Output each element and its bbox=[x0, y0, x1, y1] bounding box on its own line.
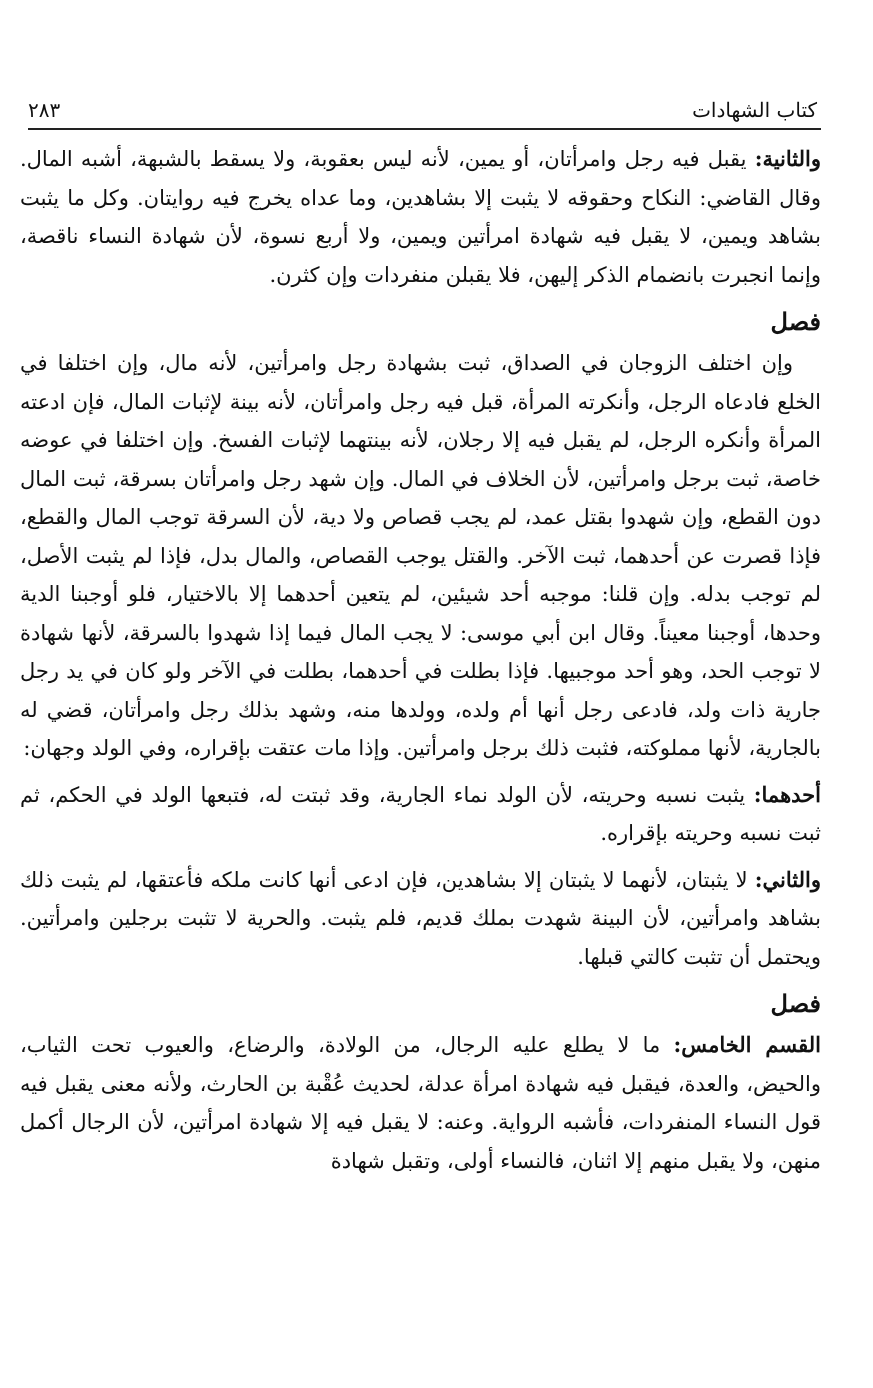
paragraph-text: وإن اختلف الزوجان في الصداق، ثبت بشهادة رجل وامرأتين، لأنه مال، وإن اختلفا في الخلع فادعاه الرجل، وأنكرته المرأة، قبل فيه رجل وامرأتان، لأنه بينة لإثبات المال، فإن ادعته المرأة وأنكره الرجل، لم يقبل فيه إلا رجلان، لأنه بينتهما لإثبات الفسخ. وإن اختلفا في عوضه خاصة، ثبت برجل وامرأتين، لأن الخلاف في المال. وإن شهد رجل وامرأتان بسرقة، ثبت المال دون القطع، وإن شهدوا بقتل عمد، لم يجب قصاص ولا دية، لأن السرقة توجب المال والقطع، فإذا قصرت عن أحدهما، ثبت الآخر. والقتل يوجب القصاص، والمال بدل، فإذا لم يثبت الأصل، لم توجب بدله. وإن قلنا: موجبه أحد شيئين، لم يتعين أحدهما إلا بالاختيار، فلو أوجبنا الدية وحدها، أوجبنا معيناً. وقال ابن أبي موسى: لا يجب المال فيما إذا شهدوا بالسرقة، لأنها شهادة لا توجب الحد، وهو أحد موجبيها. فإذا بطلت في أحدهما، بطلت في الآخر ولو كان في يد رجل جارية ذات ولد، فادعى رجل أنها أم ولده، وولدها منه، وشهد بذلك رجل وامرأتان، قضي له بالجارية، لأنها مملوكته، فثبت ذلك برجل وامرأتين. وإذا مات عتقت بإقراره، وفي الولد وجهان: bbox=[20, 351, 821, 760]
paragraph-first-view bbox=[20, 776, 821, 853]
paragraph-lead: والثانية: bbox=[754, 146, 821, 171]
paragraph-text: يقبل فيه رجل وامرأتان، أو يمين، لأنه ليس بعقوبة، ولا يسقط بالشبهة، أشبه المال. وقال القاضي: النكاح وحقوقه لا يثبت إلا بشاهدين، وما عداه يخرج فيه روايتان. وكل ما يثبت بشاهد ويمين، لا يقبل فيه شهادة امرأتين ويمين، ولا أربع نسوة، لأن شهادة النساء ناقصة، وإنما انجبرت بانضمام الذكر إليهن، فلا يقبلن منفردات وإن كثرن. bbox=[20, 147, 821, 287]
page-body bbox=[20, 140, 821, 1180]
page-number: ٢٨٣ bbox=[28, 98, 61, 122]
paragraph-text: لا يثبتان، لأنهما لا يثبتان إلا بشاهدين، فإن ادعى أنها كانت ملكه فأعتقها، لم يثبت ذلك بشاهد وامرأتين، لأن البينة شهدت بملك قديم، فلم يثبت. والحرية لا تثبت برجلين وامرأتين. ويحتمل أن تثبت كالتي قبلها. bbox=[20, 867, 821, 969]
paragraph-lead: والثاني: bbox=[754, 866, 821, 892]
section-heading-2: فصل bbox=[770, 989, 821, 1018]
running-header bbox=[28, 82, 817, 122]
paragraph-spouses-dispute bbox=[20, 344, 821, 768]
paragraph-second-view bbox=[20, 861, 821, 977]
running-title: كتاب الشهادات bbox=[692, 98, 817, 122]
paragraph-text: ما لا يطلع عليه الرجال، من الولادة، والرضاع، والعيوب تحت الثياب، والحيض، والعدة، فيقبل فيه شهادة امرأة عدلة، لحديث عُقْبة بن الحارث، ولأنه معنى يقبل فيه قول النساء المنفردات، فأشبه الرواية. وعنه: لا يقبل فيه إلا شهادة امرأتين، لأن الرجال أكمل منهن، ولا يقبل منهم إلا اثنان، فالنساء أولى، وتقبل شهادة bbox=[20, 1033, 821, 1173]
header-rule bbox=[28, 128, 821, 130]
paragraph-fifth-category bbox=[20, 1026, 821, 1180]
paragraph-second-opinion bbox=[20, 140, 821, 294]
paragraph-text: يثبت نسبه وحريته، لأن الولد نماء الجارية، وقد ثبتت له، فتبعها الولد في الحكم، ثم ثبت نسبه وحريته بإقراره. bbox=[20, 782, 821, 845]
paragraph-lead: القسم الخامس: bbox=[673, 1032, 821, 1057]
section-heading-1: فصل bbox=[770, 307, 821, 336]
paragraph-lead: أحدهما: bbox=[753, 781, 821, 807]
